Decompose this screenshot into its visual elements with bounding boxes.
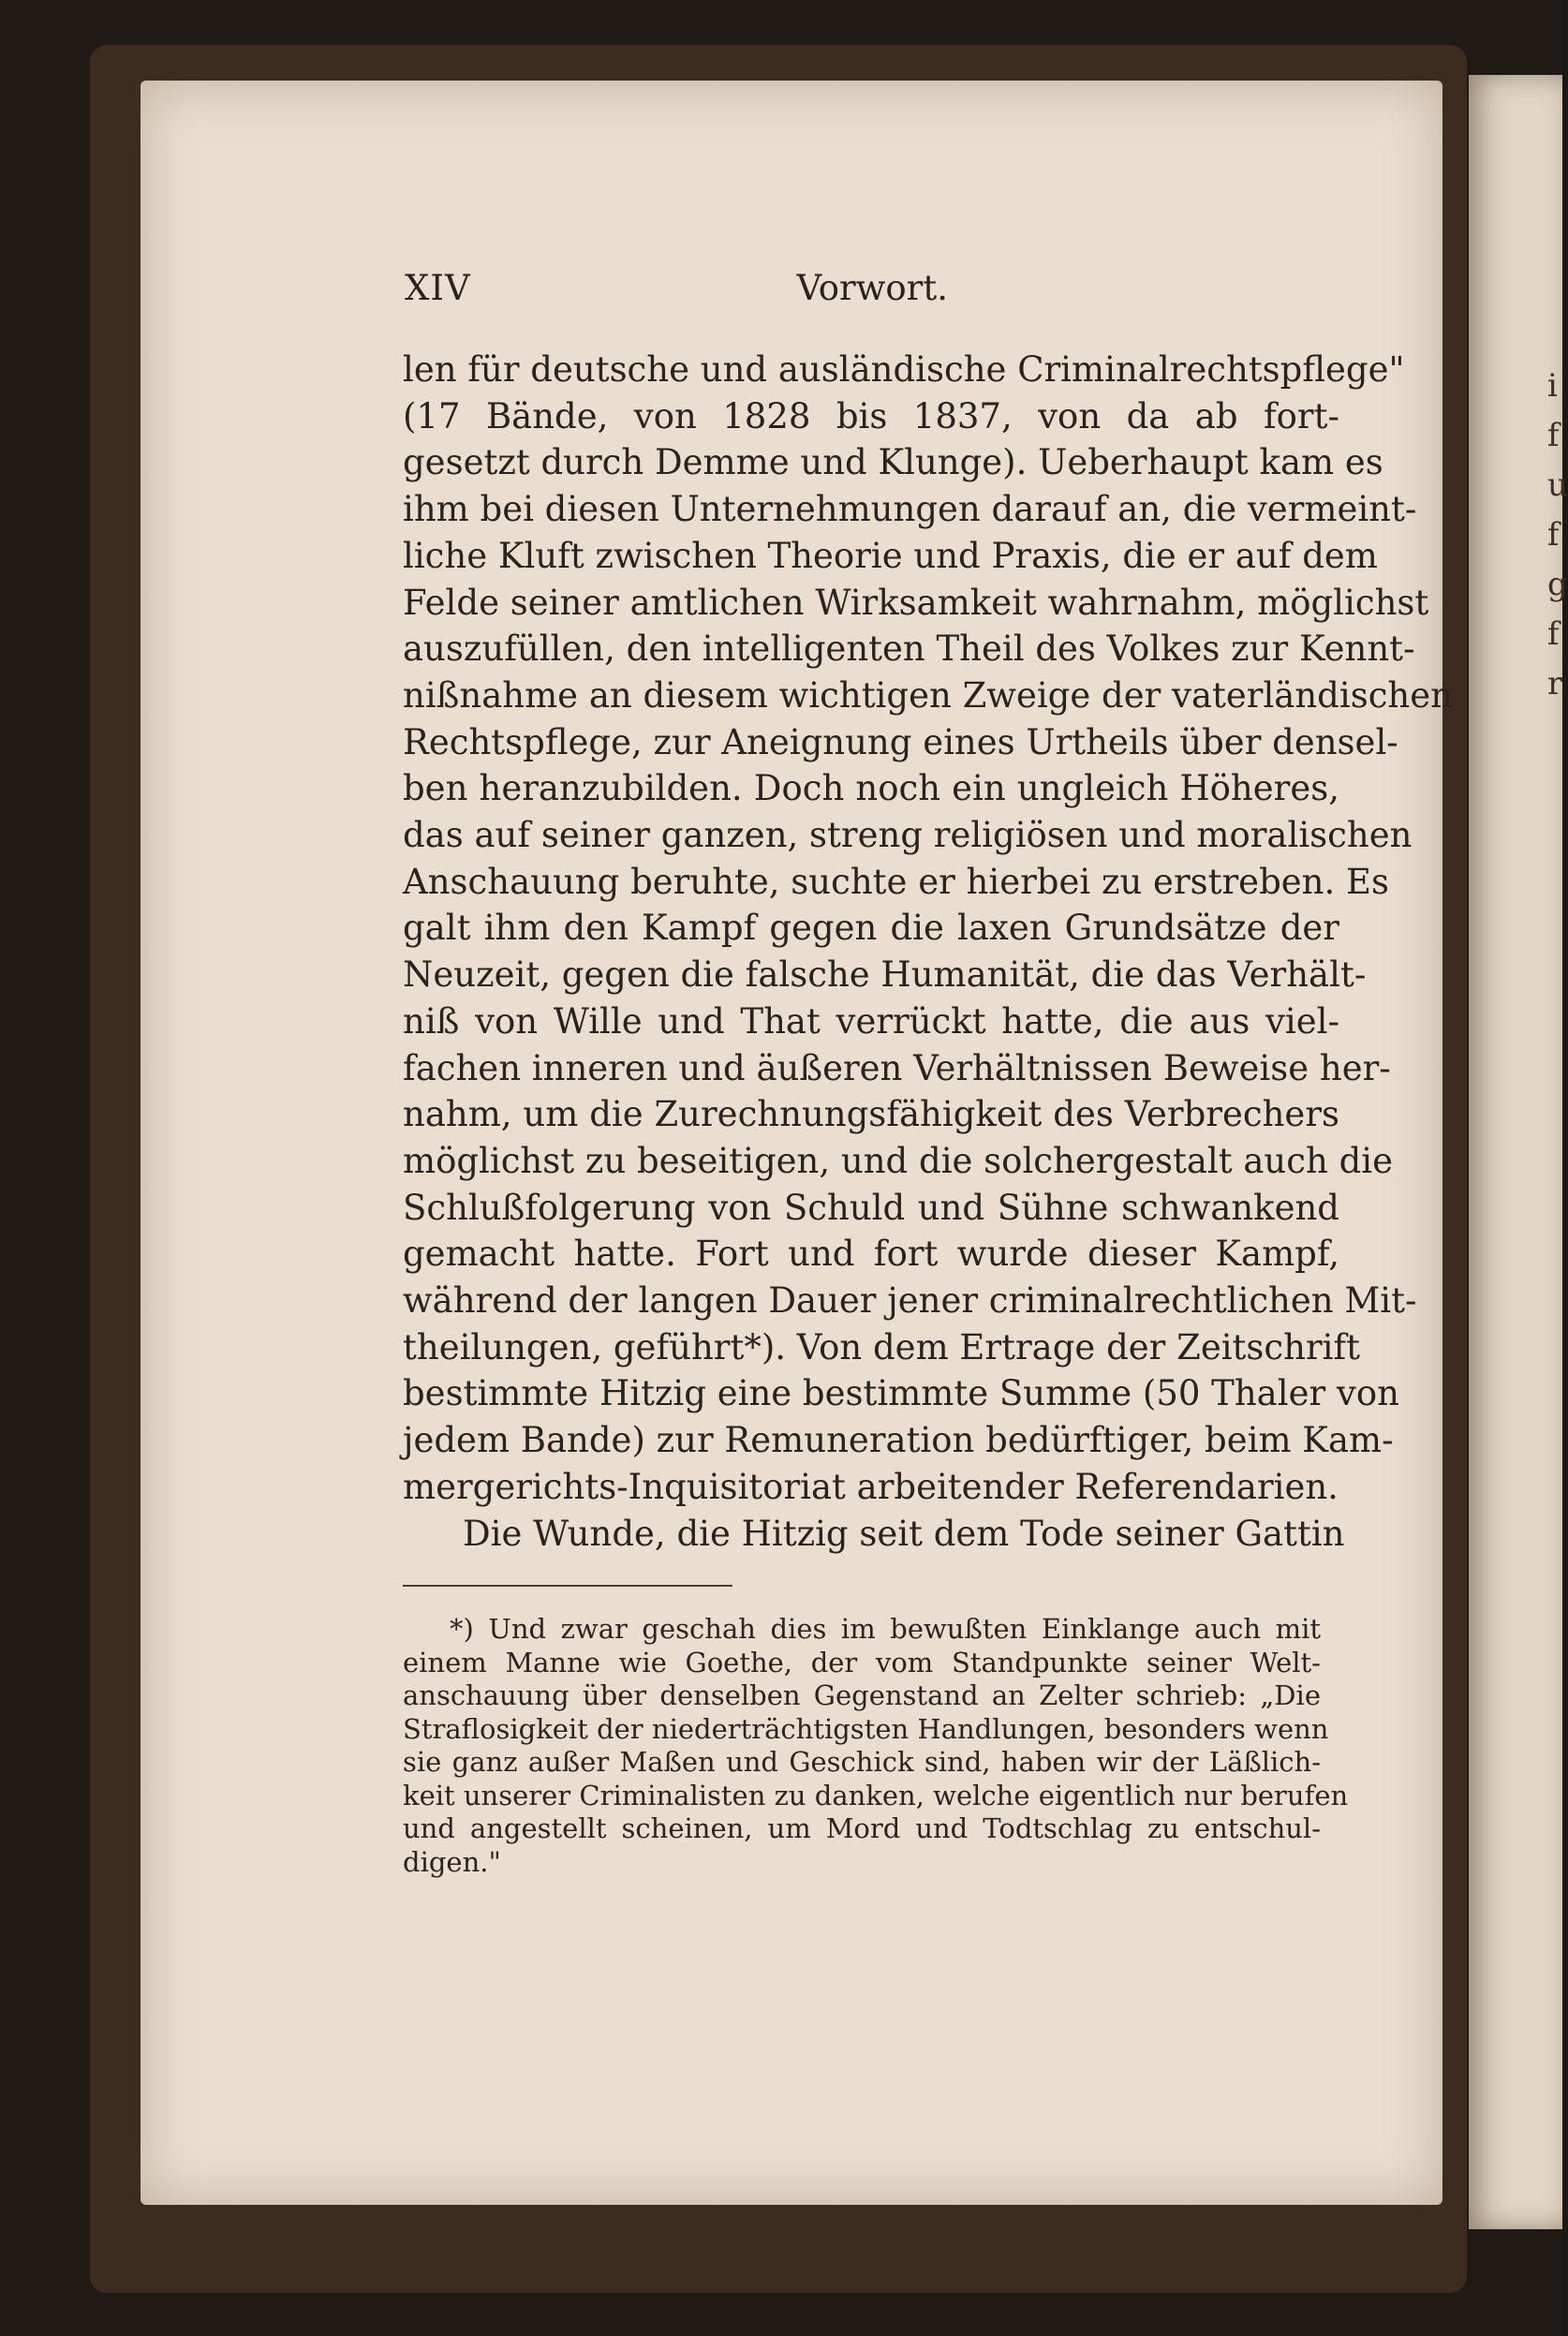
footnote-line: und angestellt scheinen, um Mord und Todtschlag zu entschul-	[403, 1812, 1321, 1844]
text-line: bestimmte Hitzig eine bestimmte Summe (50 Thaler von	[403, 1373, 1399, 1414]
page-number: XIV	[405, 268, 471, 308]
text-line: liche Kluft zwischen Theorie und Praxis, die er auf dem	[403, 535, 1378, 576]
running-title: Vorwort.	[796, 268, 948, 308]
text-line: theilungen, geführt*). Von dem Ertrage der Zeitschrift	[403, 1326, 1361, 1368]
facing-page-letter: f	[1547, 516, 1560, 554]
text-line: Die Wunde, die Hitzig seit dem Tode seiner Gattin	[463, 1513, 1345, 1554]
facing-page-letter: g	[1547, 566, 1568, 603]
text-line: ihm bei diesen Unternehmungen darauf an, die vermeint-	[403, 489, 1417, 530]
text-line: Felde seiner amtlichen Wirksamkeit wahrnahm, möglichst	[403, 582, 1429, 623]
text-line: Schlußfolgerung von Schuld und Sühne schwankend	[403, 1187, 1339, 1228]
text-line: möglichst zu beseitigen, und die solchergestalt auch die	[403, 1140, 1393, 1181]
text-line: jedem Bande) zur Remuneration bedürftiger, beim Kam-	[403, 1420, 1394, 1461]
footnote-divider	[403, 1585, 732, 1587]
text-line: ben heranzubilden. Doch noch ein ungleich Höheres,	[403, 768, 1339, 809]
text-line: (17 Bände, von 1828 bis 1837, von da ab fort-	[403, 395, 1339, 436]
facing-page-letter: f	[1547, 417, 1560, 454]
footnote-line: keit unserer Criminalisten zu danken, welche eigentlich nur berufen	[403, 1779, 1349, 1811]
body-text	[403, 347, 1453, 1557]
page-header	[405, 268, 948, 315]
text-line: gesetzt durch Demme und Klunge). Ueberhaupt kam es	[403, 442, 1383, 483]
text-line: fachen inneren und äußeren Verhältnissen Beweise her-	[403, 1047, 1391, 1088]
footnote-line: digen."	[403, 1845, 501, 1878]
facing-page-letter: i	[1547, 367, 1558, 405]
footnote-line: Straflosigkeit der niederträchtigsten Handlungen, besonders wenn	[403, 1712, 1329, 1745]
footnote-line: sie ganz außer Maßen und Geschick sind, haben wir der Läßlich-	[403, 1746, 1321, 1778]
text-line: niß von Wille und That verrückt hatte, die aus viel-	[403, 1000, 1339, 1042]
text-line: mergerichts-Inquisitoriat arbeitender Referendarien.	[403, 1466, 1339, 1507]
text-line: Rechtspflege, zur Aneignung eines Urtheils über densel-	[403, 721, 1398, 762]
text-line: galt ihm den Kampf gegen die laxen Grundsätze der	[403, 908, 1339, 949]
text-line: nißnahme an diesem wichtigen Zweige der vaterländischen	[403, 674, 1453, 716]
text-line: auszufüllen, den intelligenten Theil des Volkes zur Kennt-	[403, 628, 1415, 670]
footnote-line: anschauung über denselben Gegenstand an Zelter schrieb: „Die	[403, 1679, 1321, 1711]
facing-page-letters	[1547, 362, 1568, 709]
footnote-line: einem Manne wie Goethe, der vom Standpunkte seiner Welt-	[403, 1646, 1321, 1678]
text-line: Anschauung beruhte, suchte er hierbei zu erstreben. Es	[403, 861, 1390, 902]
text-line: nahm, um die Zurechnungsfähigkeit des Verbrechers	[403, 1094, 1339, 1135]
text-line: während der langen Dauer jener criminalrechtlichen Mit-	[403, 1280, 1417, 1322]
text-line: len für deutsche und ausländische Criminalrechtspflege"	[403, 349, 1405, 390]
facing-page-letter: f	[1547, 615, 1560, 653]
facing-page-letter: u	[1547, 466, 1568, 504]
footnote-line: *) Und zwar geschah dies im bewußten Einklange auch mit	[450, 1613, 1321, 1645]
facing-page-letter: r	[1547, 665, 1563, 702]
text-line: Neuzeit, gegen die falsche Humanität, die das Verhält-	[403, 954, 1367, 996]
text-line: das auf seiner ganzen, streng religiösen und moralischen	[403, 815, 1413, 856]
footnote	[403, 1613, 1349, 1879]
text-line: gemacht hatte. Fort und fort wurde dieser Kampf,	[403, 1234, 1339, 1275]
